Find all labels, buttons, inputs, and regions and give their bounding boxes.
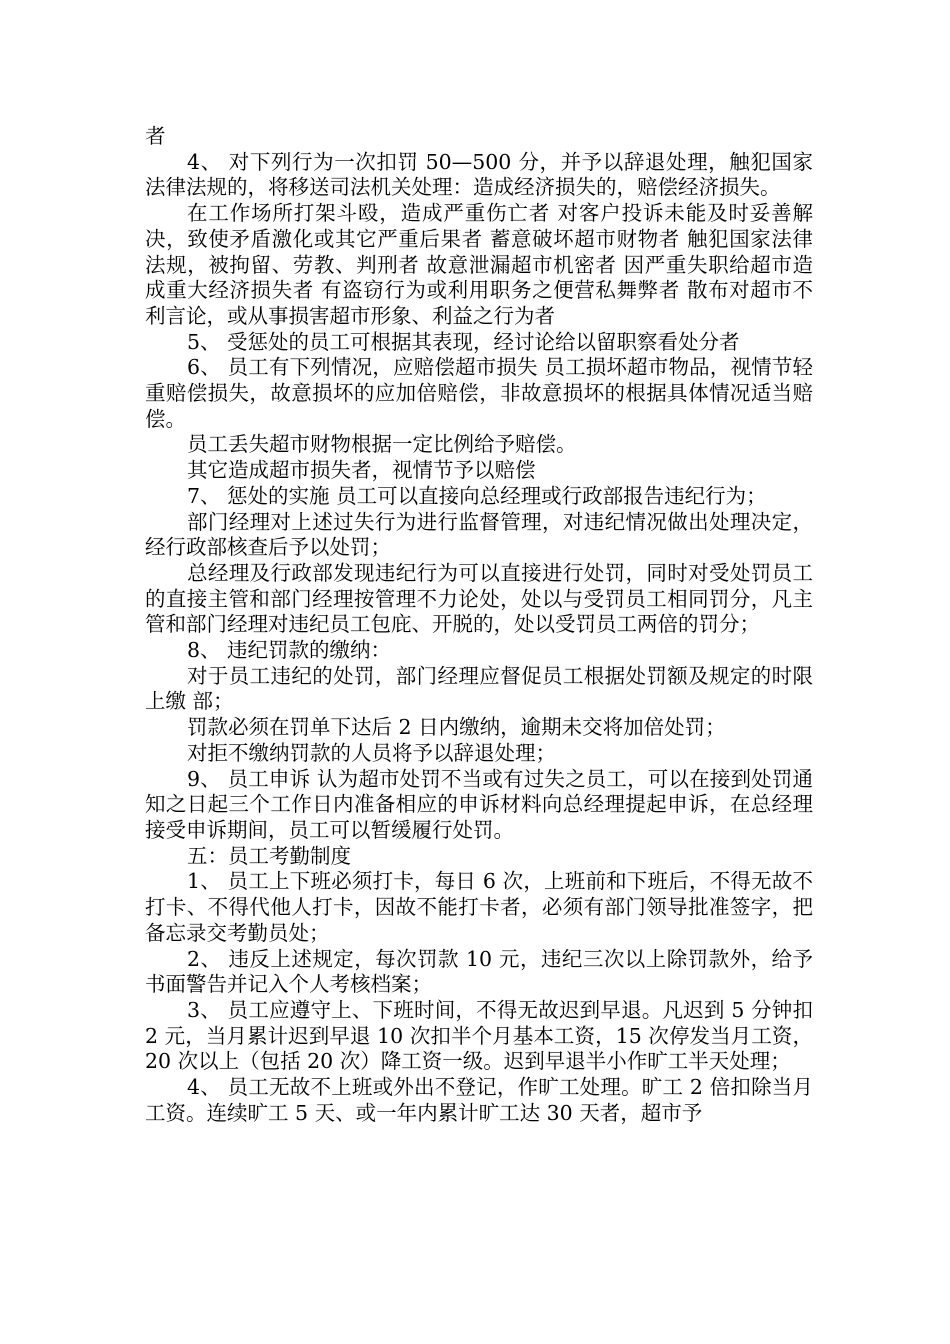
paragraph-item-4-details: 在工作场所打架斗殴，造成严重伤亡者 对客户投诉未能及时妥善解决，致使矛盾激化或其它严重后果者 蓄意破坏超市财物者 触犯国家法律法规，被拘留、劳教、判刑者 故意泄漏超市机密者 因严重失职给超市造成重大经济损失者 有盗窃行为或利用职务之便营私舞弊者 散布对超市不利言论，或从事损害超市形象、利益之行为者 [145, 201, 813, 328]
paragraph-item-7: 7、 惩处的实施 员工可以直接向总经理或行政部报告违纪行为； [187, 483, 767, 508]
paragraph-item-5: 5、 受惩处的员工可根据其表现，经讨论给以留职察看处分者 [187, 329, 740, 354]
paragraph-item-6: 6、 员工有下列情况，应赔偿超市损失 员工损坏超市物品，视情节轻重赔偿损失，故意损坏的应加倍赔偿，非故意损坏的根据具体情况适当赔偿。 [145, 355, 813, 431]
paragraph-item-6-loss: 员工丢失超市财物根据一定比例给予赔偿。 [187, 432, 577, 457]
paragraph-item-9: 9、 员工申诉 认为超市处罚不当或有过失之员工，可以在接到处罚通知之日起三个工作日内准备相应的申诉材料向总经理提起申诉，在总经理接受申诉期间，员工可以暂缓履行处罚。 [145, 766, 813, 842]
paragraph-attendance-1: 1、 员工上下班必须打卡，每日 6 次，上班前和下班后，不得无故不打卡、不得代他人打卡，因故不能打卡者，必须有部门领导批准签字，把备忘录交考勤员处； [145, 869, 813, 945]
paragraph-attendance-2: 2、 违反上述规定，每次罚款 10 元，违纪三次以上除罚款外，给予书面警告并记入个人考核档案； [145, 946, 813, 997]
paragraph-item-8-deadline: 罚款必须在罚单下达后 2 日内缴纳，逾期未交将加倍处罚； [187, 715, 726, 740]
section-heading-attendance: 五：员工考勤制度 [187, 843, 351, 868]
paragraph-continuation: 者 [145, 124, 166, 148]
paragraph-item-8: 8、 违纪罚款的缴纳： [187, 638, 392, 663]
paragraph-item-6-other: 其它造成超市损失者，视情节予以赔偿 [187, 458, 536, 483]
paragraph-item-7-gm: 总经理及行政部发现违纪行为可以直接进行处罚，同时对受处罚员工的直接主管和部门经理按管理不力论处，处以与受罚员工相同罚分，凡主管和部门经理对违纪员工包庇、开脱的，处以受罚员工两倍的罚分； [145, 560, 813, 637]
paragraph-item-4: 4、 对下列行为一次扣罚 50—500 分，并予以辞退处理，触犯国家法律法规的，将移送司法机关处理：造成经济损失的，赔偿经济损失。 [145, 149, 813, 200]
document-page [145, 124, 813, 1126]
paragraph-item-8-supervise: 对于员工违纪的处罚，部门经理应督促员工根据处罚额及规定的时限上缴 部； [145, 663, 813, 714]
paragraph-attendance-3: 3、 员工应遵守上、下班时间，不得无故迟到早退。凡迟到 5 分钟扣 2 元，当月累计迟到早退 10 次扣半个月基本工资，15 次停发当月工资，20 次以上（包括 20 次）降工资一级。迟到早退半小作旷工半天处理； [145, 997, 813, 1074]
paragraph-item-8-refusal: 对拒不缴纳罚款的人员将予以辞退处理； [187, 740, 556, 765]
paragraph-item-7-manager: 部门经理对上述过失行为进行监督管理，对违纪情况做出处理决定，经行政部核查后予以处罚； [145, 509, 813, 560]
paragraph-attendance-4: 4、 员工无故不上班或外出不登记，作旷工处理。旷工 2 倍扣除当月工资。连续旷工 5 天、或一年内累计旷工达 30 天者，超市予 [145, 1075, 813, 1125]
